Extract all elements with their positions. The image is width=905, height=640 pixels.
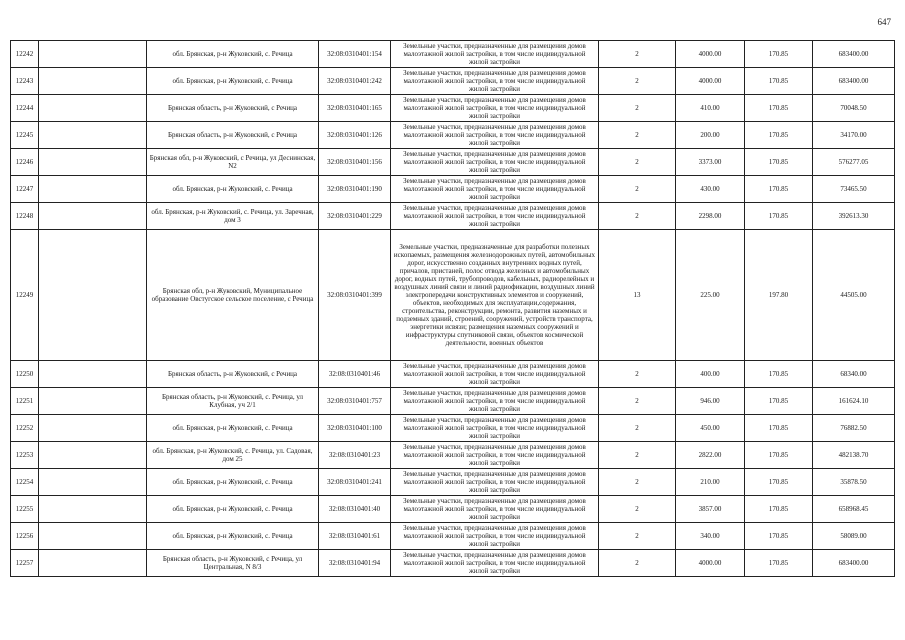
group-cell: 2 xyxy=(599,442,676,469)
address-cell: Брянская область, р-н Жуковский, с Речица xyxy=(147,122,319,149)
rate-cell: 170.85 xyxy=(745,203,813,230)
row-number: 12247 xyxy=(11,176,39,203)
row-number: 12248 xyxy=(11,203,39,230)
empty-cell xyxy=(39,442,147,469)
rate-cell: 170.85 xyxy=(745,41,813,68)
empty-cell xyxy=(39,203,147,230)
cadastral-value-cell: 35878.50 xyxy=(813,469,895,496)
cadastral-value-cell: 70048.50 xyxy=(813,95,895,122)
cadastral-value-cell: 161624.10 xyxy=(813,388,895,415)
cadastral-value-cell: 68340.00 xyxy=(813,361,895,388)
group-cell: 2 xyxy=(599,122,676,149)
cadastral-value-cell: 658968.45 xyxy=(813,496,895,523)
area-cell: 410.00 xyxy=(676,95,745,122)
rate-cell: 170.85 xyxy=(745,442,813,469)
row-number: 12243 xyxy=(11,68,39,95)
address-cell: Брянская область, р-н Жуковский, с. Речица, ул Клубная, уч 2/1 xyxy=(147,388,319,415)
group-cell: 2 xyxy=(599,496,676,523)
cadastral-value-cell: 482138.70 xyxy=(813,442,895,469)
group-cell: 2 xyxy=(599,469,676,496)
rate-cell: 170.85 xyxy=(745,68,813,95)
cadastral-value-cell: 683400.00 xyxy=(813,550,895,577)
table-row xyxy=(11,523,895,550)
empty-cell xyxy=(39,122,147,149)
table-row xyxy=(11,230,895,361)
area-cell: 225.00 xyxy=(676,230,745,361)
empty-cell xyxy=(39,95,147,122)
table-row xyxy=(11,388,895,415)
area-cell: 210.00 xyxy=(676,469,745,496)
address-cell: Брянская область, р-н Жуковский, с Речица xyxy=(147,361,319,388)
page-number: 647 xyxy=(877,17,891,27)
area-cell: 340.00 xyxy=(676,523,745,550)
rate-cell: 170.85 xyxy=(745,122,813,149)
address-cell: Брянская область, р-н Жуковский, с Речица xyxy=(147,95,319,122)
address-cell: Брянская обл, р-н Жуковский, Муниципальное образование Овстугское сельское поселение, с Речица xyxy=(147,230,319,361)
address-cell: обл. Брянская, р-н Жуковский, с. Речица, ул. Садовая, дом 25 xyxy=(147,442,319,469)
empty-cell xyxy=(39,550,147,577)
rate-cell: 170.85 xyxy=(745,550,813,577)
address-cell: обл. Брянская, р-н Жуковский, с. Речица, ул. Заречная, дом 3 xyxy=(147,203,319,230)
empty-cell xyxy=(39,230,147,361)
land-use-cell: Земельные участки, предназначенные для размещения домов малоэтажной жилой застройки, в том числе индивидуальной жилой застройки xyxy=(391,361,599,388)
area-cell: 450.00 xyxy=(676,415,745,442)
table-row xyxy=(11,442,895,469)
table-row xyxy=(11,361,895,388)
row-number: 12250 xyxy=(11,361,39,388)
table-row xyxy=(11,550,895,577)
group-cell: 2 xyxy=(599,415,676,442)
area-cell: 4000.00 xyxy=(676,68,745,95)
row-number: 12249 xyxy=(11,230,39,361)
group-cell: 2 xyxy=(599,361,676,388)
rate-cell: 170.85 xyxy=(745,496,813,523)
empty-cell xyxy=(39,523,147,550)
empty-cell xyxy=(39,415,147,442)
area-cell: 430.00 xyxy=(676,176,745,203)
table-row xyxy=(11,41,895,68)
land-use-cell: Земельные участки, предназначенные для размещения домов малоэтажной жилой застройки, в том числе индивидуальной жилой застройки xyxy=(391,550,599,577)
cadastral-number-cell: 32:08:0310401:61 xyxy=(319,523,391,550)
area-cell: 3857.00 xyxy=(676,496,745,523)
cadastral-number-cell: 32:08:0310401:399 xyxy=(319,230,391,361)
land-use-cell: Земельные участки, предназначенные для размещения домов малоэтажной жилой застройки, в том числе индивидуальной жилой застройки xyxy=(391,41,599,68)
rate-cell: 170.85 xyxy=(745,149,813,176)
empty-cell xyxy=(39,388,147,415)
cadastral-value-cell: 44505.00 xyxy=(813,230,895,361)
row-number: 12251 xyxy=(11,388,39,415)
table-row xyxy=(11,203,895,230)
area-cell: 2822.00 xyxy=(676,442,745,469)
rate-cell: 170.85 xyxy=(745,469,813,496)
table-row xyxy=(11,122,895,149)
table-row xyxy=(11,415,895,442)
land-use-cell: Земельные участки, предназначенные для разработки полезных ископаемых, размещения железнодорожных путей, автомобильных дорог, искусственно созданных внутренних водных путей, причалов, пристаней, полос отвода железных и автомобильных дорог, водных путей, трубопроводов, кабельных, радиорелейных и воздушных линий связи и линий радиофикации, воздушных линий электропередачи конструктивных элементов и сооружений, объектов, необходимых для эксплуатации,содержания, строительства, реконструкции, ремонта, развития наземных и подземных зданий, строений, сооружений, устройств транспорта, энергетики исвязи; размещения наземных сооружений и инфраструктуры спутниковой связи, объектов космической деятельности, военных объектов xyxy=(391,230,599,361)
row-number: 12246 xyxy=(11,149,39,176)
cadastral-value-cell: 576277.05 xyxy=(813,149,895,176)
land-use-cell: Земельные участки, предназначенные для размещения домов малоэтажной жилой застройки, в том числе индивидуальной жилой застройки xyxy=(391,203,599,230)
table-row xyxy=(11,149,895,176)
land-use-cell: Земельные участки, предназначенные для размещения домов малоэтажной жилой застройки, в том числе индивидуальной жилой застройки xyxy=(391,95,599,122)
cadastral-number-cell: 32:08:0310401:94 xyxy=(319,550,391,577)
group-cell: 2 xyxy=(599,388,676,415)
group-cell: 2 xyxy=(599,523,676,550)
rate-cell: 170.85 xyxy=(745,415,813,442)
group-cell: 13 xyxy=(599,230,676,361)
cadastral-number-cell: 32:08:0310401:126 xyxy=(319,122,391,149)
land-use-cell: Земельные участки, предназначенные для размещения домов малоэтажной жилой застройки, в том числе индивидуальной жилой застройки xyxy=(391,176,599,203)
empty-cell xyxy=(39,361,147,388)
empty-cell xyxy=(39,41,147,68)
row-number: 12253 xyxy=(11,442,39,469)
address-cell: обл. Брянская, р-н Жуковский, с. Речица xyxy=(147,523,319,550)
address-cell: обл. Брянская, р-н Жуковский, с. Речица xyxy=(147,176,319,203)
area-cell: 400.00 xyxy=(676,361,745,388)
land-use-cell: Земельные участки, предназначенные для размещения домов малоэтажной жилой застройки, в том числе индивидуальной жилой застройки xyxy=(391,122,599,149)
row-number: 12257 xyxy=(11,550,39,577)
address-cell: Брянская область, р-н Жуковский, с Речица, ул Центральная, N 8/3 xyxy=(147,550,319,577)
area-cell: 4000.00 xyxy=(676,550,745,577)
empty-cell xyxy=(39,149,147,176)
address-cell: Брянская обл, р-н Жуковский, с Речица, ул Деснинская, N2 xyxy=(147,149,319,176)
land-use-cell: Земельные участки, предназначенные для размещения домов малоэтажной жилой застройки, в том числе индивидуальной жилой застройки xyxy=(391,415,599,442)
cadastral-number-cell: 32:08:0310401:100 xyxy=(319,415,391,442)
cadastral-value-cell: 683400.00 xyxy=(813,41,895,68)
cadastral-number-cell: 32:08:0310401:165 xyxy=(319,95,391,122)
area-cell: 946.00 xyxy=(676,388,745,415)
land-use-cell: Земельные участки, предназначенные для размещения домов малоэтажной жилой застройки, в том числе индивидуальной жилой застройки xyxy=(391,388,599,415)
cadastral-number-cell: 32:08:0310401:242 xyxy=(319,68,391,95)
cadastral-number-cell: 32:08:0310401:229 xyxy=(319,203,391,230)
row-number: 12256 xyxy=(11,523,39,550)
group-cell: 2 xyxy=(599,68,676,95)
table-row xyxy=(11,95,895,122)
land-use-cell: Земельные участки, предназначенные для размещения домов малоэтажной жилой застройки, в том числе индивидуальной жилой застройки xyxy=(391,149,599,176)
cadastral-number-cell: 32:08:0310401:154 xyxy=(319,41,391,68)
address-cell: обл. Брянская, р-н Жуковский, с. Речица xyxy=(147,68,319,95)
row-number: 12254 xyxy=(11,469,39,496)
cadastral-number-cell: 32:08:0310401:241 xyxy=(319,469,391,496)
row-number: 12244 xyxy=(11,95,39,122)
group-cell: 2 xyxy=(599,149,676,176)
rate-cell: 170.85 xyxy=(745,95,813,122)
table-row xyxy=(11,469,895,496)
empty-cell xyxy=(39,469,147,496)
area-cell: 4000.00 xyxy=(676,41,745,68)
cadastral-number-cell: 32:08:0310401:190 xyxy=(319,176,391,203)
land-use-cell: Земельные участки, предназначенные для размещения домов малоэтажной жилой застройки, в том числе индивидуальной жилой застройки xyxy=(391,469,599,496)
row-number: 12255 xyxy=(11,496,39,523)
cadastral-number-cell: 32:08:0310401:156 xyxy=(319,149,391,176)
empty-cell xyxy=(39,496,147,523)
land-use-cell: Земельные участки, предназначенные для размещения домов малоэтажной жилой застройки, в том числе индивидуальной жилой застройки xyxy=(391,496,599,523)
empty-cell xyxy=(39,176,147,203)
empty-cell xyxy=(39,68,147,95)
row-number: 12242 xyxy=(11,41,39,68)
cadastral-value-cell: 73465.50 xyxy=(813,176,895,203)
rate-cell: 170.85 xyxy=(745,361,813,388)
row-number: 12252 xyxy=(11,415,39,442)
rate-cell: 197.80 xyxy=(745,230,813,361)
cadastral-value-cell: 683400.00 xyxy=(813,68,895,95)
group-cell: 2 xyxy=(599,550,676,577)
group-cell: 2 xyxy=(599,203,676,230)
cadastral-value-cell: 34170.00 xyxy=(813,122,895,149)
table-row xyxy=(11,496,895,523)
address-cell: обл. Брянская, р-н Жуковский, с. Речица xyxy=(147,496,319,523)
area-cell: 2298.00 xyxy=(676,203,745,230)
rate-cell: 170.85 xyxy=(745,388,813,415)
address-cell: обл. Брянская, р-н Жуковский, с. Речица xyxy=(147,469,319,496)
cadastral-number-cell: 32:08:0310401:23 xyxy=(319,442,391,469)
table-row xyxy=(11,68,895,95)
rate-cell: 170.85 xyxy=(745,523,813,550)
address-cell: обл. Брянская, р-н Жуковский, с. Речица xyxy=(147,41,319,68)
table-row xyxy=(11,176,895,203)
group-cell: 2 xyxy=(599,41,676,68)
group-cell: 2 xyxy=(599,176,676,203)
cadastral-value-cell: 76882.50 xyxy=(813,415,895,442)
land-use-cell: Земельные участки, предназначенные для размещения домов малоэтажной жилой застройки, в том числе индивидуальной жилой застройки xyxy=(391,523,599,550)
area-cell: 3373.00 xyxy=(676,149,745,176)
cadastral-number-cell: 32:08:0310401:757 xyxy=(319,388,391,415)
land-use-cell: Земельные участки, предназначенные для размещения домов малоэтажной жилой застройки, в том числе индивидуальной жилой застройки xyxy=(391,442,599,469)
cadastral-value-table xyxy=(10,40,895,577)
cadastral-number-cell: 32:08:0310401:46 xyxy=(319,361,391,388)
group-cell: 2 xyxy=(599,95,676,122)
area-cell: 200.00 xyxy=(676,122,745,149)
cadastral-value-cell: 392613.30 xyxy=(813,203,895,230)
land-use-cell: Земельные участки, предназначенные для размещения домов малоэтажной жилой застройки, в том числе индивидуальной жилой застройки xyxy=(391,68,599,95)
cadastral-value-cell: 58089.00 xyxy=(813,523,895,550)
row-number: 12245 xyxy=(11,122,39,149)
cadastral-number-cell: 32:08:0310401:40 xyxy=(319,496,391,523)
address-cell: обл. Брянская, р-н Жуковский, с. Речица xyxy=(147,415,319,442)
rate-cell: 170.85 xyxy=(745,176,813,203)
